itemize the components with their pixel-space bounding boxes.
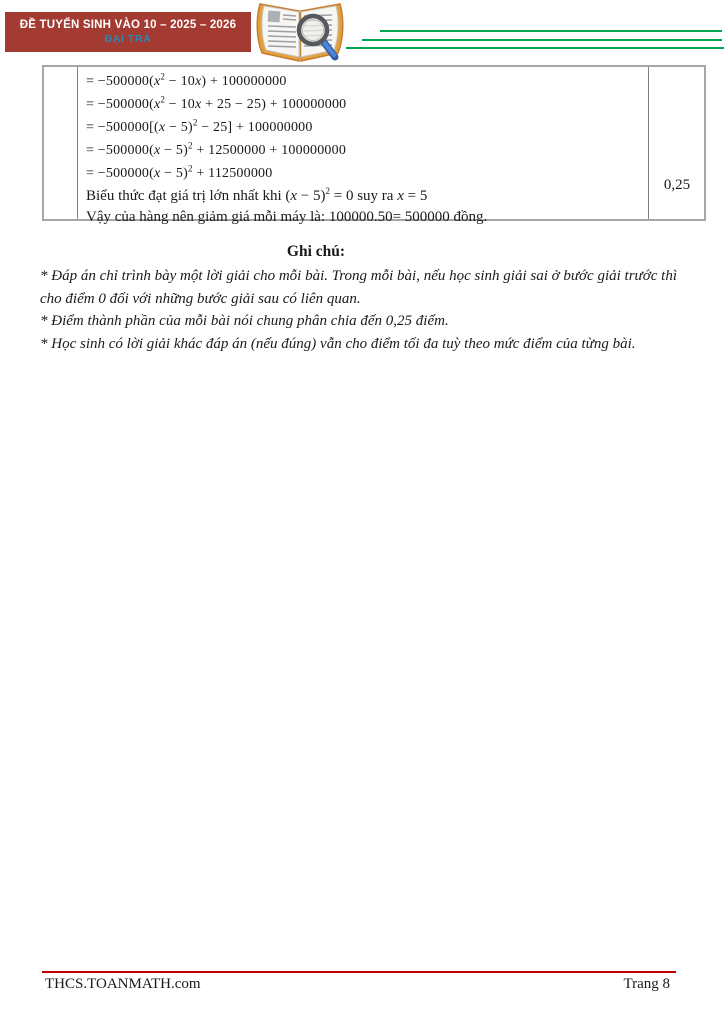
- conclusion-final-line: Vậy của hàng nên giảm giá mỗi máy là: 100000.50= 500000 đồng.: [86, 209, 488, 225]
- score-cell: 0,25: [663, 177, 691, 193]
- book-magnifier-logo-icon: [253, 0, 348, 65]
- footer-page-number: Trang 8: [623, 976, 670, 992]
- notes-heading: Ghi chú:: [286, 243, 346, 260]
- banner-title: ĐỀ TUYỂN SINH VÀO 10 – 2025 – 2026: [19, 19, 237, 31]
- equation-line: = $-500000(x^2 - 10x) + 100000000$: [86, 71, 287, 89]
- footer-divider: [42, 971, 676, 973]
- equation-line: = $-500000(x^2 - 10x + 25 - 25) + 100000000$: [86, 94, 347, 112]
- exam-banner: [5, 12, 251, 52]
- equation-line: = $-500000(x - 5)^2 + 12500000 + 100000000$: [86, 140, 347, 158]
- solution-cell: [78, 70, 646, 227]
- header-green-line-3: [346, 47, 724, 49]
- note-item: * Đáp án chỉ trình bày một lời giải cho mỗi bài. Trong mỗi bài, nếu học sinh giải sai ở bước giải trước thì cho điểm 0 đối với những bước giải sau có liên quan.: [40, 268, 677, 307]
- table-divider-right: [648, 67, 649, 219]
- equation-line: = $-500000[(x - 5)^2 - 25] + 100000000$: [86, 117, 313, 135]
- banner-subtitle: ĐẠI TRÀ: [104, 33, 152, 45]
- note-item: * Học sinh có lời giải khác đáp án (nếu đúng) vẫn cho điểm tối đa tuỳ theo mức điểm của từng bài.: [40, 335, 636, 352]
- equation-line: = $-500000(x - 5)^2 + 112500000$: [86, 163, 273, 181]
- conclusion-max-line: Biểu thức đạt giá trị lớn nhất khi $(x - 5)^2 = 0$ suy ra x = 5: [86, 186, 428, 204]
- note-item: * Điểm thành phần của mỗi bài nói chung phân chia đến 0,25 điểm.: [40, 313, 449, 329]
- notes-block: [40, 265, 690, 355]
- footer-site-label: THCS.TOANMATH.com: [45, 976, 201, 992]
- answer-table: [42, 65, 706, 225]
- header-green-line-2: [362, 39, 722, 41]
- footer: [45, 976, 670, 993]
- header-green-line-1: [380, 30, 722, 32]
